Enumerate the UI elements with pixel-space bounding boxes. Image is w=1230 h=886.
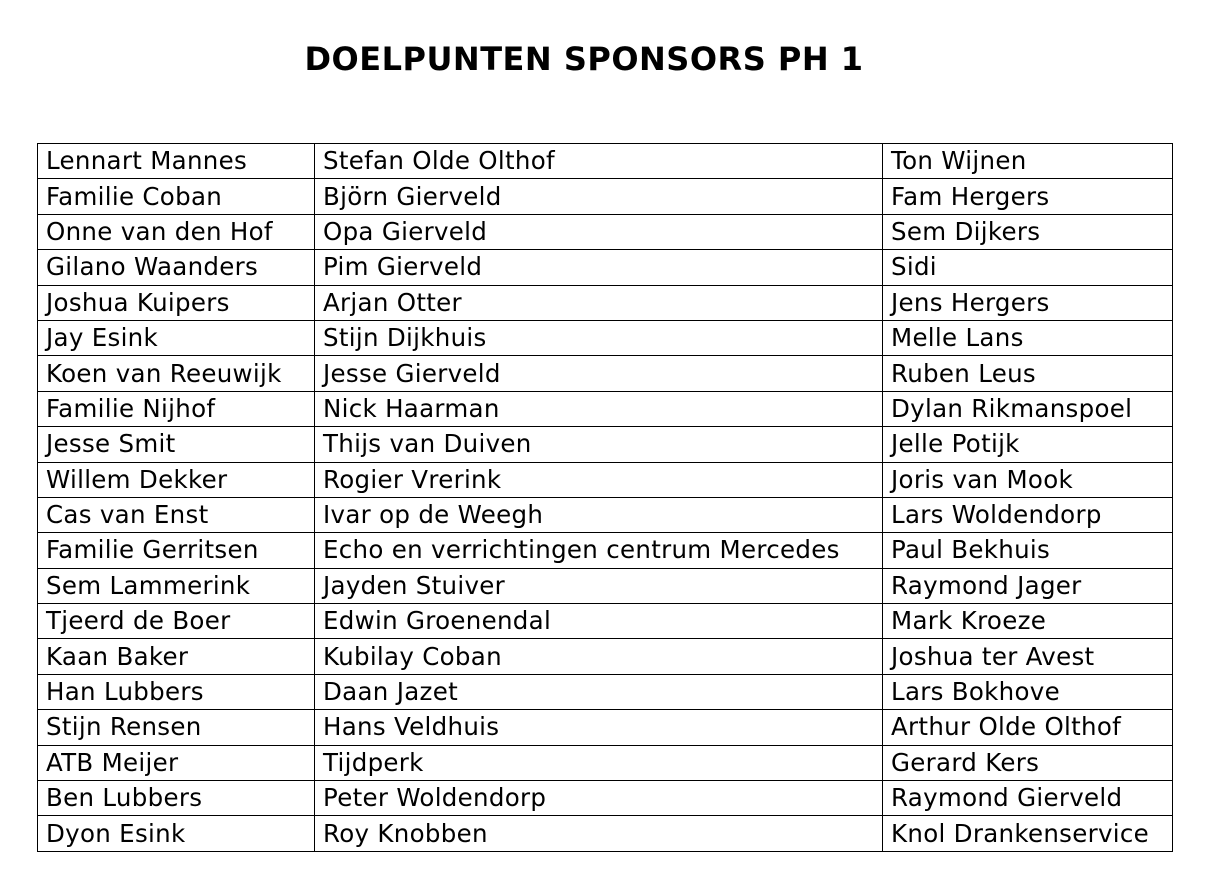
sponsor-cell: Melle Lans: [883, 320, 1173, 355]
sponsor-cell: Edwin Groenendal: [315, 604, 883, 639]
table-row: [38, 533, 1173, 568]
sponsor-cell: Jesse Gierveld: [315, 356, 883, 391]
sponsor-cell: Stefan Olde Olthof: [315, 144, 883, 179]
sponsor-cell: Joshua Kuipers: [38, 285, 315, 320]
sponsor-cell: Raymond Jager: [883, 568, 1173, 603]
sponsor-cell: Arthur Olde Olthof: [883, 710, 1173, 745]
sponsor-table: [37, 143, 1173, 852]
sponsor-cell: Familie Nijhof: [38, 391, 315, 426]
table-row: [38, 320, 1173, 355]
sponsor-cell: Stijn Dijkhuis: [315, 320, 883, 355]
sponsor-cell: Han Lubbers: [38, 674, 315, 709]
sponsor-cell: Daan Jazet: [315, 674, 883, 709]
sponsor-cell: Jay Esink: [38, 320, 315, 355]
sponsor-cell: Familie Coban: [38, 179, 315, 214]
sponsor-cell: Jayden Stuiver: [315, 568, 883, 603]
sponsor-cell: Opa Gierveld: [315, 214, 883, 249]
sponsor-cell: Lars Bokhove: [883, 674, 1173, 709]
page-title: DOELPUNTEN SPONSORS PH 1: [304, 40, 864, 78]
sponsor-cell: Sem Dijkers: [883, 214, 1173, 249]
table-row: [38, 639, 1173, 674]
sponsor-cell: Cas van Enst: [38, 497, 315, 532]
sponsor-cell: Rogier Vrerink: [315, 462, 883, 497]
sponsor-cell: Ben Lubbers: [38, 781, 315, 816]
table-row: [38, 781, 1173, 816]
sponsor-cell: Willem Dekker: [38, 462, 315, 497]
sponsor-cell: Peter Woldendorp: [315, 781, 883, 816]
table-row: [38, 568, 1173, 603]
sponsor-cell: Mark Kroeze: [883, 604, 1173, 639]
table-row: [38, 356, 1173, 391]
sponsor-cell: Lennart Mannes: [38, 144, 315, 179]
table-row: [38, 710, 1173, 745]
table-row: [38, 250, 1173, 285]
sponsor-cell: Dylan Rikmanspoel: [883, 391, 1173, 426]
sponsor-cell: Raymond Gierveld: [883, 781, 1173, 816]
table-row: [38, 179, 1173, 214]
sponsor-cell: Björn Gierveld: [315, 179, 883, 214]
sponsor-cell: Dyon Esink: [38, 816, 315, 851]
table-row: [38, 285, 1173, 320]
table-row: [38, 427, 1173, 462]
sponsor-cell: Arjan Otter: [315, 285, 883, 320]
sponsor-cell: Thijs van Duiven: [315, 427, 883, 462]
sponsor-cell: Joris van Mook: [883, 462, 1173, 497]
sponsor-cell: Kubilay Coban: [315, 639, 883, 674]
table-row: [38, 816, 1173, 851]
sponsor-cell: Tjeerd de Boer: [38, 604, 315, 639]
table-row: [38, 604, 1173, 639]
sponsor-cell: Familie Gerritsen: [38, 533, 315, 568]
sponsor-cell: Jelle Potijk: [883, 427, 1173, 462]
sponsor-cell: Ton Wijnen: [883, 144, 1173, 179]
sponsor-cell: Kaan Baker: [38, 639, 315, 674]
sponsor-table-body: [38, 144, 1173, 852]
sponsor-cell: Tijdperk: [315, 745, 883, 780]
table-row: [38, 745, 1173, 780]
sponsor-cell: ATB Meijer: [38, 745, 315, 780]
sponsor-cell: Joshua ter Avest: [883, 639, 1173, 674]
sponsor-cell: Hans Veldhuis: [315, 710, 883, 745]
table-row: [38, 214, 1173, 249]
sponsor-cell: Echo en verrichtingen centrum Mercedes: [315, 533, 883, 568]
sponsor-cell: Ivar op de Weegh: [315, 497, 883, 532]
sponsor-cell: Knol Drankenservice: [883, 816, 1173, 851]
table-row: [38, 674, 1173, 709]
sponsor-cell: Onne van den Hof: [38, 214, 315, 249]
sponsor-cell: Lars Woldendorp: [883, 497, 1173, 532]
sponsor-cell: Sem Lammerink: [38, 568, 315, 603]
sponsor-cell: Koen van Reeuwijk: [38, 356, 315, 391]
table-row: [38, 497, 1173, 532]
sponsor-cell: Fam Hergers: [883, 179, 1173, 214]
sponsor-cell: Sidi: [883, 250, 1173, 285]
sponsor-cell: Ruben Leus: [883, 356, 1173, 391]
table-row: [38, 144, 1173, 179]
sponsor-cell: Paul Bekhuis: [883, 533, 1173, 568]
sponsor-cell: Gilano Waanders: [38, 250, 315, 285]
sponsor-cell: Stijn Rensen: [38, 710, 315, 745]
sponsor-cell: Roy Knobben: [315, 816, 883, 851]
sponsor-cell: Nick Haarman: [315, 391, 883, 426]
sponsor-cell: Jesse Smit: [38, 427, 315, 462]
table-row: [38, 391, 1173, 426]
sponsor-cell: Pim Gierveld: [315, 250, 883, 285]
sponsor-cell: Gerard Kers: [883, 745, 1173, 780]
table-row: [38, 462, 1173, 497]
sponsor-cell: Jens Hergers: [883, 285, 1173, 320]
